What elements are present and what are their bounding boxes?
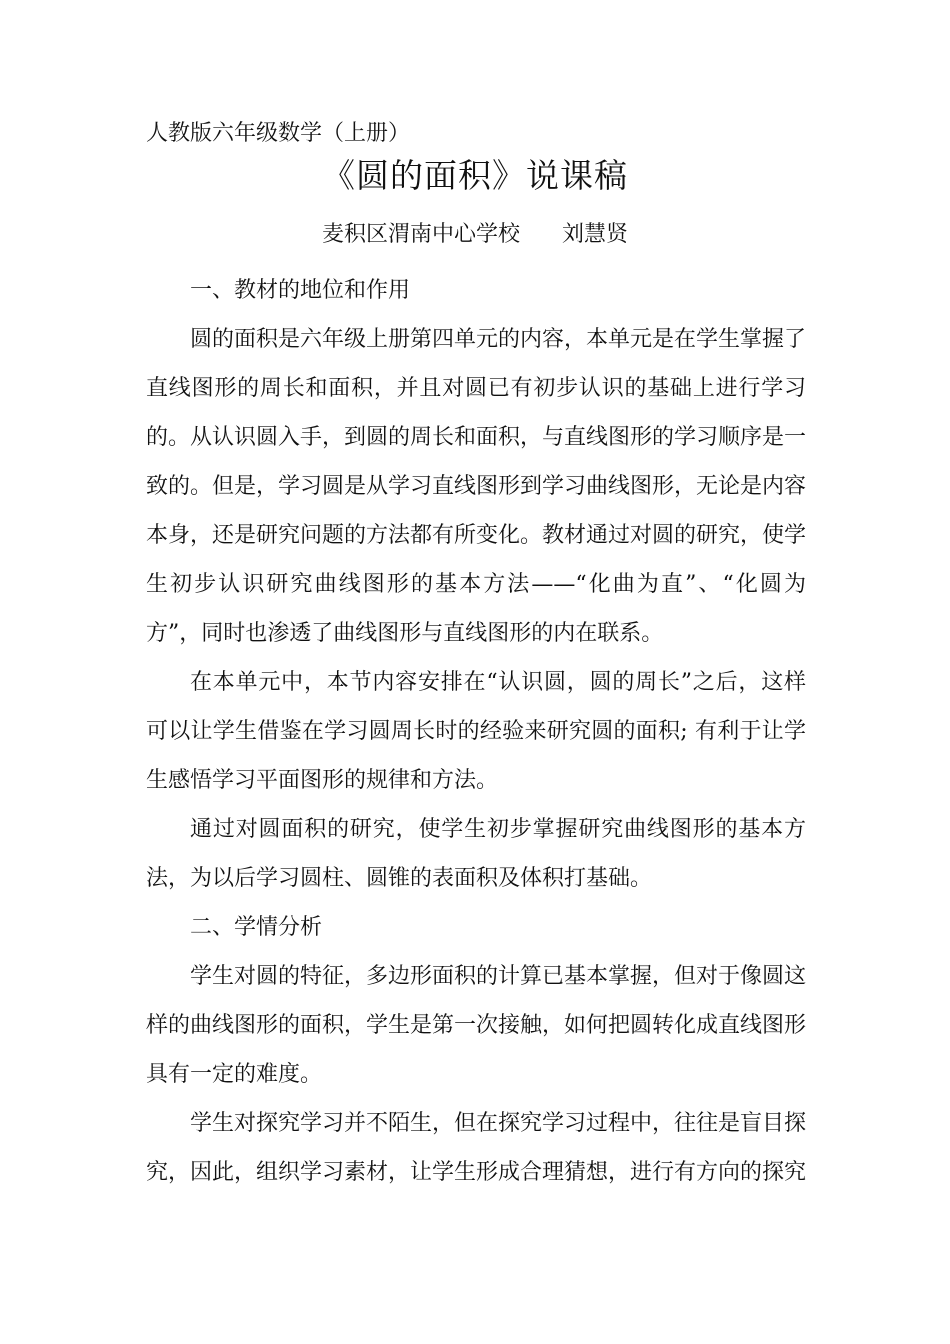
paragraph: 学生对圆的特征，多边形面积的计算已基本掌握，但对于像圆这样的曲线图形的面积，学生是第一次接触，如何把圆转化成直线图形具有一定的难度。 xyxy=(146,964,807,1087)
document-title: 《圆的面积》说课稿 xyxy=(322,156,628,195)
author-name: 刘慧贤 xyxy=(562,222,629,247)
paragraph: 学生对探究学习并不陌生，但在探究学习过程中，往往是盲目探究，因此，组织学习素材，让学生形成合理猜想，进行有方向的探究 xyxy=(146,1111,807,1185)
document-body xyxy=(146,266,806,1197)
section-heading-2: 二、学情分析 xyxy=(190,915,323,940)
paragraph: 在本单元中，本节内容安排在“认识圆，圆的周长”之后，这样可以让学生借鉴在学习圆周长时的经验来研究圆的面积; 有利于让学生感悟学习平面图形的规律和方法。 xyxy=(146,670,806,793)
section-heading-1: 一、教材的地位和作用 xyxy=(190,278,411,303)
paragraph: 圆的面积是六年级上册第四单元的内容，本单元是在学生掌握了直线图形的周长和面积，并且对圆已有初步认识的基础上进行学习的。从认识圆入手，到圆的周长和面积，与直线图形的学习顺序是一致的。但是，学习圆是从学习直线图形到学习曲线图形，无论是内容本身，还是研究问题的方法都有所变化。教材通过对圆的研究，使学生初步认识研究曲线图形的基本方法——“化曲为直”、“化圆为方”，同时也渗透了曲线图形与直线图形的内在联系。 xyxy=(146,327,807,646)
textbook-header: 人教版六年级数学（上册） xyxy=(146,121,411,146)
school-name: 麦积区渭南中心学校 xyxy=(321,222,520,247)
paragraph: 通过对圆面积的研究，使学生初步掌握研究曲线图形的基本方法，为以后学习圆柱、圆锥的表面积及体积打基础。 xyxy=(146,817,806,891)
byline xyxy=(0,218,950,252)
